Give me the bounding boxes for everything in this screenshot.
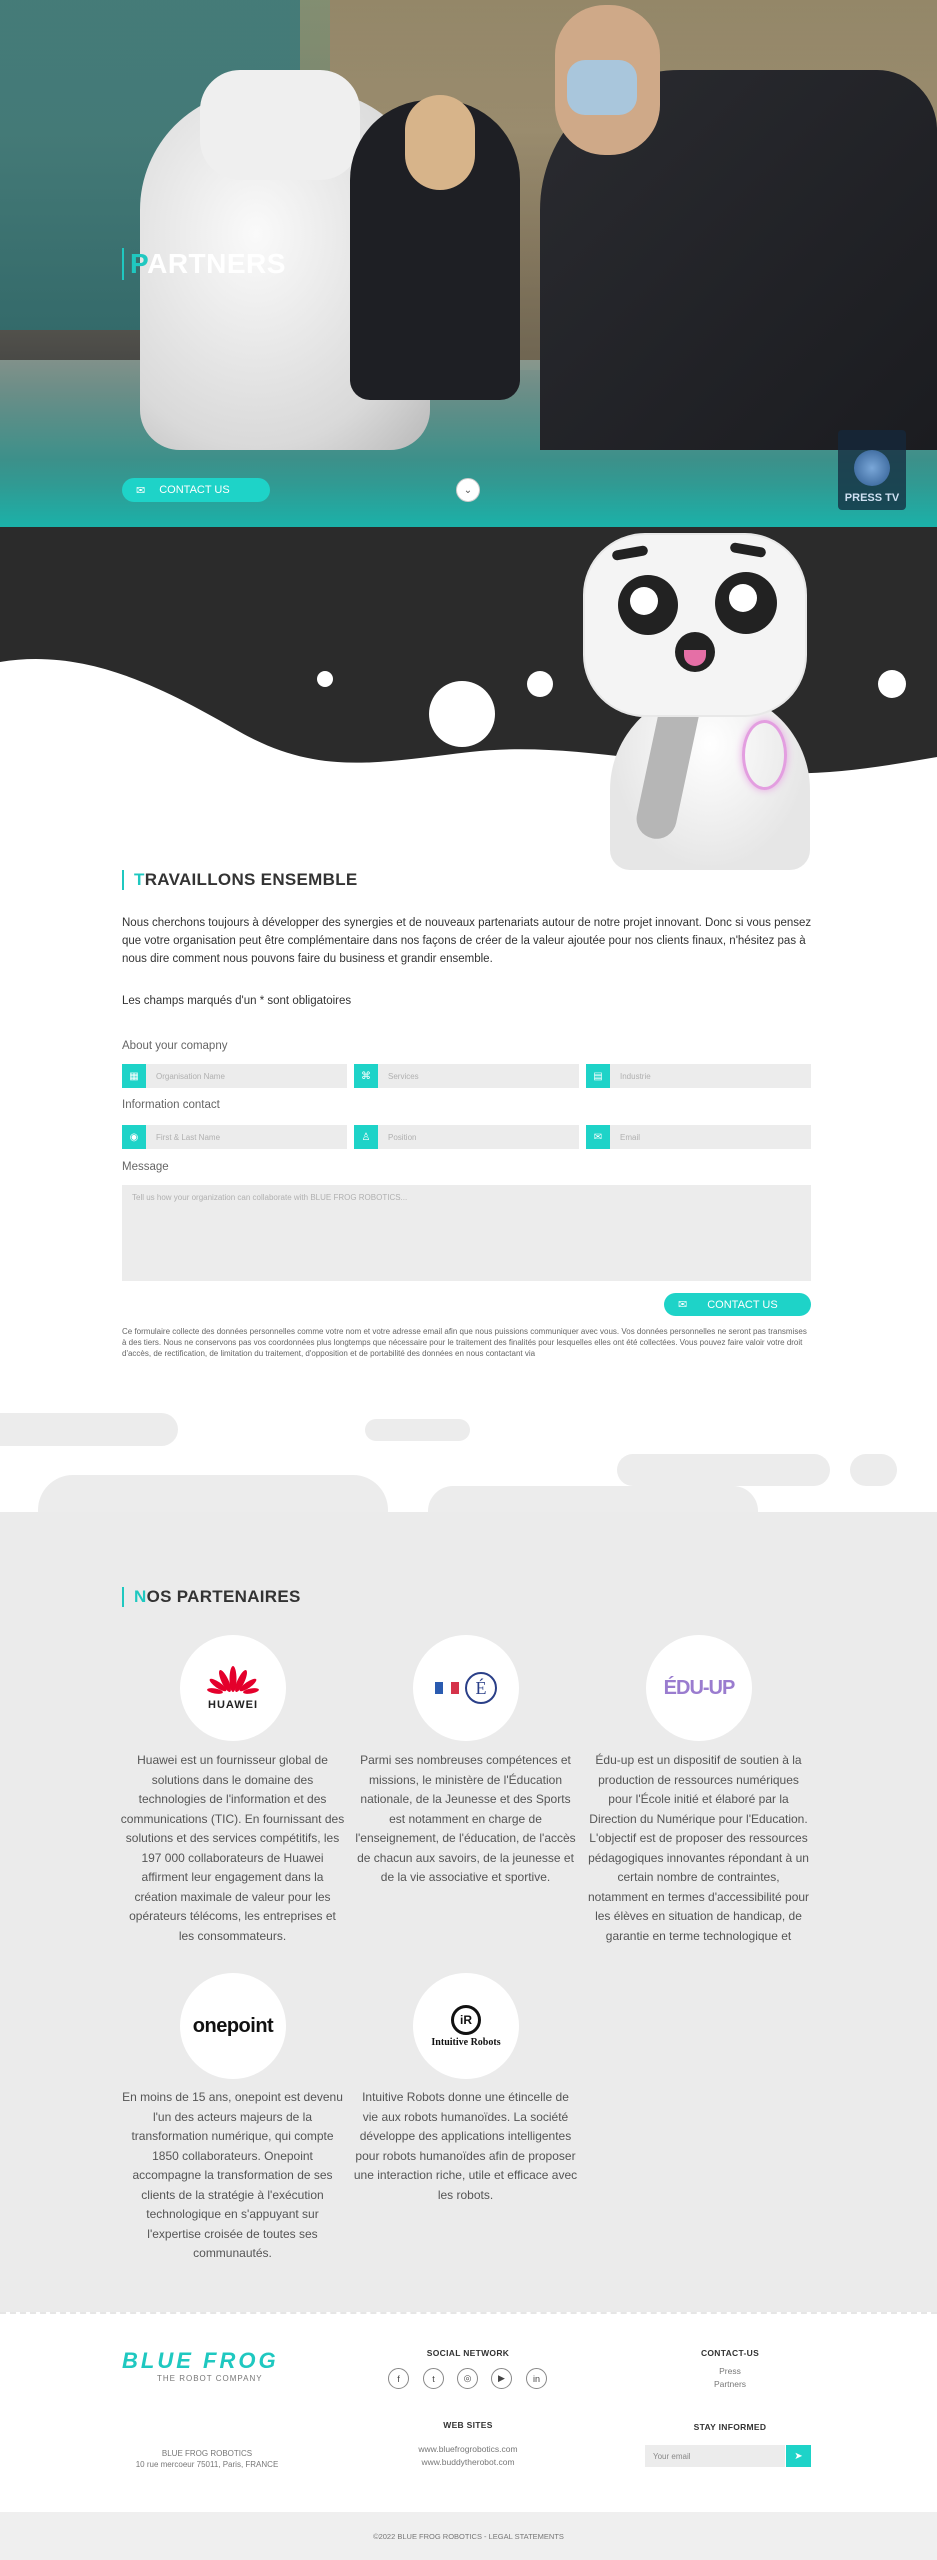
blue-frog-logo[interactable]: BLUE FROG <box>122 2348 279 2373</box>
organisation-name-field[interactable] <box>122 1064 347 1088</box>
mail-icon: ✉ <box>586 1125 610 1149</box>
message-label: Message <box>122 1161 169 1173</box>
education-e-icon: É <box>465 1672 497 1704</box>
tag-icon: ⌘ <box>354 1064 378 1088</box>
huawei-flower-icon <box>207 1665 259 1695</box>
buddy-mouth <box>675 632 715 672</box>
industrie-field[interactable] <box>586 1064 811 1088</box>
onepoint-logo[interactable] <box>180 1973 286 2079</box>
full-name-field[interactable] <box>122 1125 347 1149</box>
person-icon: ♙ <box>354 1125 378 1149</box>
id-icon: ◉ <box>122 1125 146 1149</box>
field-placeholder: First & Last Name <box>156 1132 221 1142</box>
intuitive-robots-logo[interactable] <box>413 1973 519 2079</box>
footer <box>0 2312 937 2512</box>
mandatory-note: Les champs marqués d'un * sont obligatoires <box>122 995 352 1007</box>
social-network-title: SOCIAL NETWORK <box>426 2348 510 2358</box>
buddy-robot-ring <box>742 720 787 790</box>
linkedin-icon[interactable]: in <box>526 2368 547 2389</box>
partner-description: Intuitive Robots donne une étincelle de vie aux robots humanoïdes. La société développe des applications intelligentes pour robots humanoïdes afin de proposer une interaction riche, utile et efficace avec les robots. <box>353 2090 578 2202</box>
press-tv-label: PRESS TV <box>844 492 900 504</box>
partner-description: Parmi ses nombreuses compétences et missions, le ministère de l'Éducation nationale, de la Jeunesse et des Sports est notamment en charge de l'enseignement, de l'éducation, de l'accès de chacun aux savoirs, de la jeunesse et de la vie associative et sportive. <box>355 1753 576 1884</box>
web-site-link[interactable]: www.bluefrogrobotics.com <box>418 2444 518 2454</box>
web-sites-title: WEB SITES <box>443 2420 493 2430</box>
french-flag-icon <box>435 1682 459 1694</box>
hero-banner <box>0 0 937 527</box>
grid-icon: ▦ <box>122 1064 146 1088</box>
press-link[interactable]: Press <box>719 2366 741 2376</box>
huawei-name: HUAWEI <box>208 1699 258 1711</box>
company-group-label: About your comapny <box>122 1040 228 1052</box>
field-placeholder: Organisation Name <box>156 1071 225 1081</box>
field-placeholder: Position <box>388 1132 417 1142</box>
contact-us-title: CONTACT-US <box>700 2348 760 2358</box>
hero-contact-label: CONTACT US <box>159 484 230 496</box>
address-line: 10 rue mercoeur 75011, Paris, FRANCE <box>135 2460 279 2469</box>
education-nationale-mark <box>435 1672 497 1704</box>
buddy-eye <box>618 575 678 635</box>
address-line: BLUE FROG ROBOTICS <box>161 2449 253 2458</box>
submit-label: CONTACT US <box>707 1298 778 1311</box>
press-tv-logo <box>838 430 906 510</box>
contact-group-label: Information contact <box>122 1099 220 1111</box>
newsletter-email-input[interactable]: Your email <box>645 2445 785 2467</box>
privacy-notice: Ce formulaire collecte des données personnelles comme votre nom et votre adresse email afin que nous puissions communiquer avec vous. Vos données personnelles ne seront pas transmises à des tiers. Nous ne conservons pas vos coordonnées plus longtemps que nécessaire pour le traitement des finalités pour lesquelles elles ont été collectées. Vous pouvez faire valoir votre droit d'accès, de rectification, de limitation du traitement, d'opposition et de portabilité des données en nous contactant via <box>122 1327 807 1358</box>
stay-informed-title: STAY INFORMED <box>693 2422 767 2432</box>
hero-photo-mask <box>567 60 637 115</box>
intuitive-robots-name: Intuitive Robots <box>431 2036 501 2048</box>
field-placeholder: Industrie <box>620 1071 651 1081</box>
page-title <box>122 248 286 280</box>
title-rest: RAVAILLONS ENSEMBLE <box>144 870 358 889</box>
twitter-icon[interactable]: t <box>423 2368 444 2389</box>
huawei-logo[interactable] <box>180 1635 286 1741</box>
send-icon[interactable]: ➤ <box>786 2445 811 2467</box>
onepoint-name: onepoint <box>192 2014 274 2037</box>
hero-contact-button[interactable] <box>122 478 270 502</box>
instagram-icon[interactable]: ◎ <box>457 2368 478 2389</box>
buddy-robot-head <box>585 535 805 715</box>
hero-photo-robot-head <box>200 70 360 180</box>
decorative-cloud <box>617 1454 830 1486</box>
hero-photo-person-head <box>405 95 475 190</box>
decorative-cloud <box>0 1413 178 1446</box>
mail-icon: ✉ <box>136 484 146 497</box>
services-field[interactable] <box>354 1064 579 1088</box>
edu-up-logo[interactable] <box>646 1635 752 1741</box>
form-intro-text: Nous cherchons toujours à développer des synergies et de nouveaux partenariats autour de notre projet innovant. Donc si vous pensez que votre organisation peut être complémentaire dans nos façons de créer de la valeur ajoutée pour nos clients finaux, n'hésitez pas à nous dire comment nous pouvons faire du business et grandir ensemble. <box>122 917 812 965</box>
facebook-icon[interactable]: f <box>388 2368 409 2389</box>
title-first-letter: N <box>134 1587 147 1606</box>
title-rest: OS PARTENAIRES <box>146 1587 301 1606</box>
buddy-eye <box>715 572 777 634</box>
building-icon: ▤ <box>586 1064 610 1088</box>
decorative-cloud <box>850 1454 897 1486</box>
partners-link[interactable]: Partners <box>713 2379 747 2389</box>
title-first-letter: P <box>130 248 148 279</box>
intuitive-robots-icon: iR <box>451 2005 481 2035</box>
form-section-title <box>122 870 358 890</box>
message-textarea[interactable]: Tell us how your organization can collaborate with BLUE FROG ROBOTICS... <box>122 1185 811 1281</box>
education-nationale-logo[interactable] <box>413 1635 519 1741</box>
partner-description: Édu-up est un dispositif de soutien à la production de ressources numériques pour l'École initié et élaboré par la Direction du Numérique pour l'Education. L'objectif est de proposer des ressources pédagogiques innovantes répondant à un certain nombre de contraintes, notamment en termes d'accessibilité pour les élèves en situation de handicap, de garantie en terme technologique et <box>587 1753 810 1943</box>
field-placeholder: Email <box>620 1132 641 1142</box>
edu-up-name: ÉDU-UP <box>663 1676 735 1699</box>
youtube-icon[interactable]: ▶ <box>491 2368 512 2389</box>
blue-frog-tagline: THE ROBOT COMPANY <box>157 2374 263 2383</box>
partners-section-title <box>122 1587 301 1607</box>
company-address <box>122 2448 292 2470</box>
position-field[interactable] <box>354 1125 579 1149</box>
copyright-text[interactable]: ©2022 BLUE FROG ROBOTICS - LEGAL STATEMENTS <box>373 2531 564 2541</box>
field-placeholder: Services <box>388 1071 419 1081</box>
email-field[interactable] <box>586 1125 811 1149</box>
decorative-cloud <box>365 1419 470 1441</box>
partner-description: Huawei est un fournisseur global de solutions dans le domaine des technologies de l'information et des communications (TIC). En fournissant des solutions et des services compétitifs, les 197 000 collaborateurs de Huawei affirment leur engagement dans la création maximale de valeur pour les opérateurs télécoms, les entreprises et les consommateurs. <box>120 1753 345 1943</box>
copyright-bar <box>0 2512 937 2560</box>
mail-icon: ✉ <box>678 1299 688 1311</box>
submit-contact-button[interactable] <box>664 1293 811 1316</box>
title-rest: ARTNERS <box>147 248 286 279</box>
globe-icon <box>854 450 890 486</box>
partner-description: En moins de 15 ans, onepoint est devenu l'un des acteurs majeurs de la transformation numérique, qui compte 1850 collaborateurs. Onepoint accompagne la transformation de ses clients de la stratégie à l'exécution technologique en s'appuyant sur l'expertise croisée de toutes ses communautés. <box>122 2090 343 2260</box>
web-site-link[interactable]: www.buddytherobot.com <box>421 2457 515 2467</box>
title-first-letter: T <box>134 870 145 889</box>
chevron-double-down-icon[interactable]: ⌄ <box>456 478 480 502</box>
